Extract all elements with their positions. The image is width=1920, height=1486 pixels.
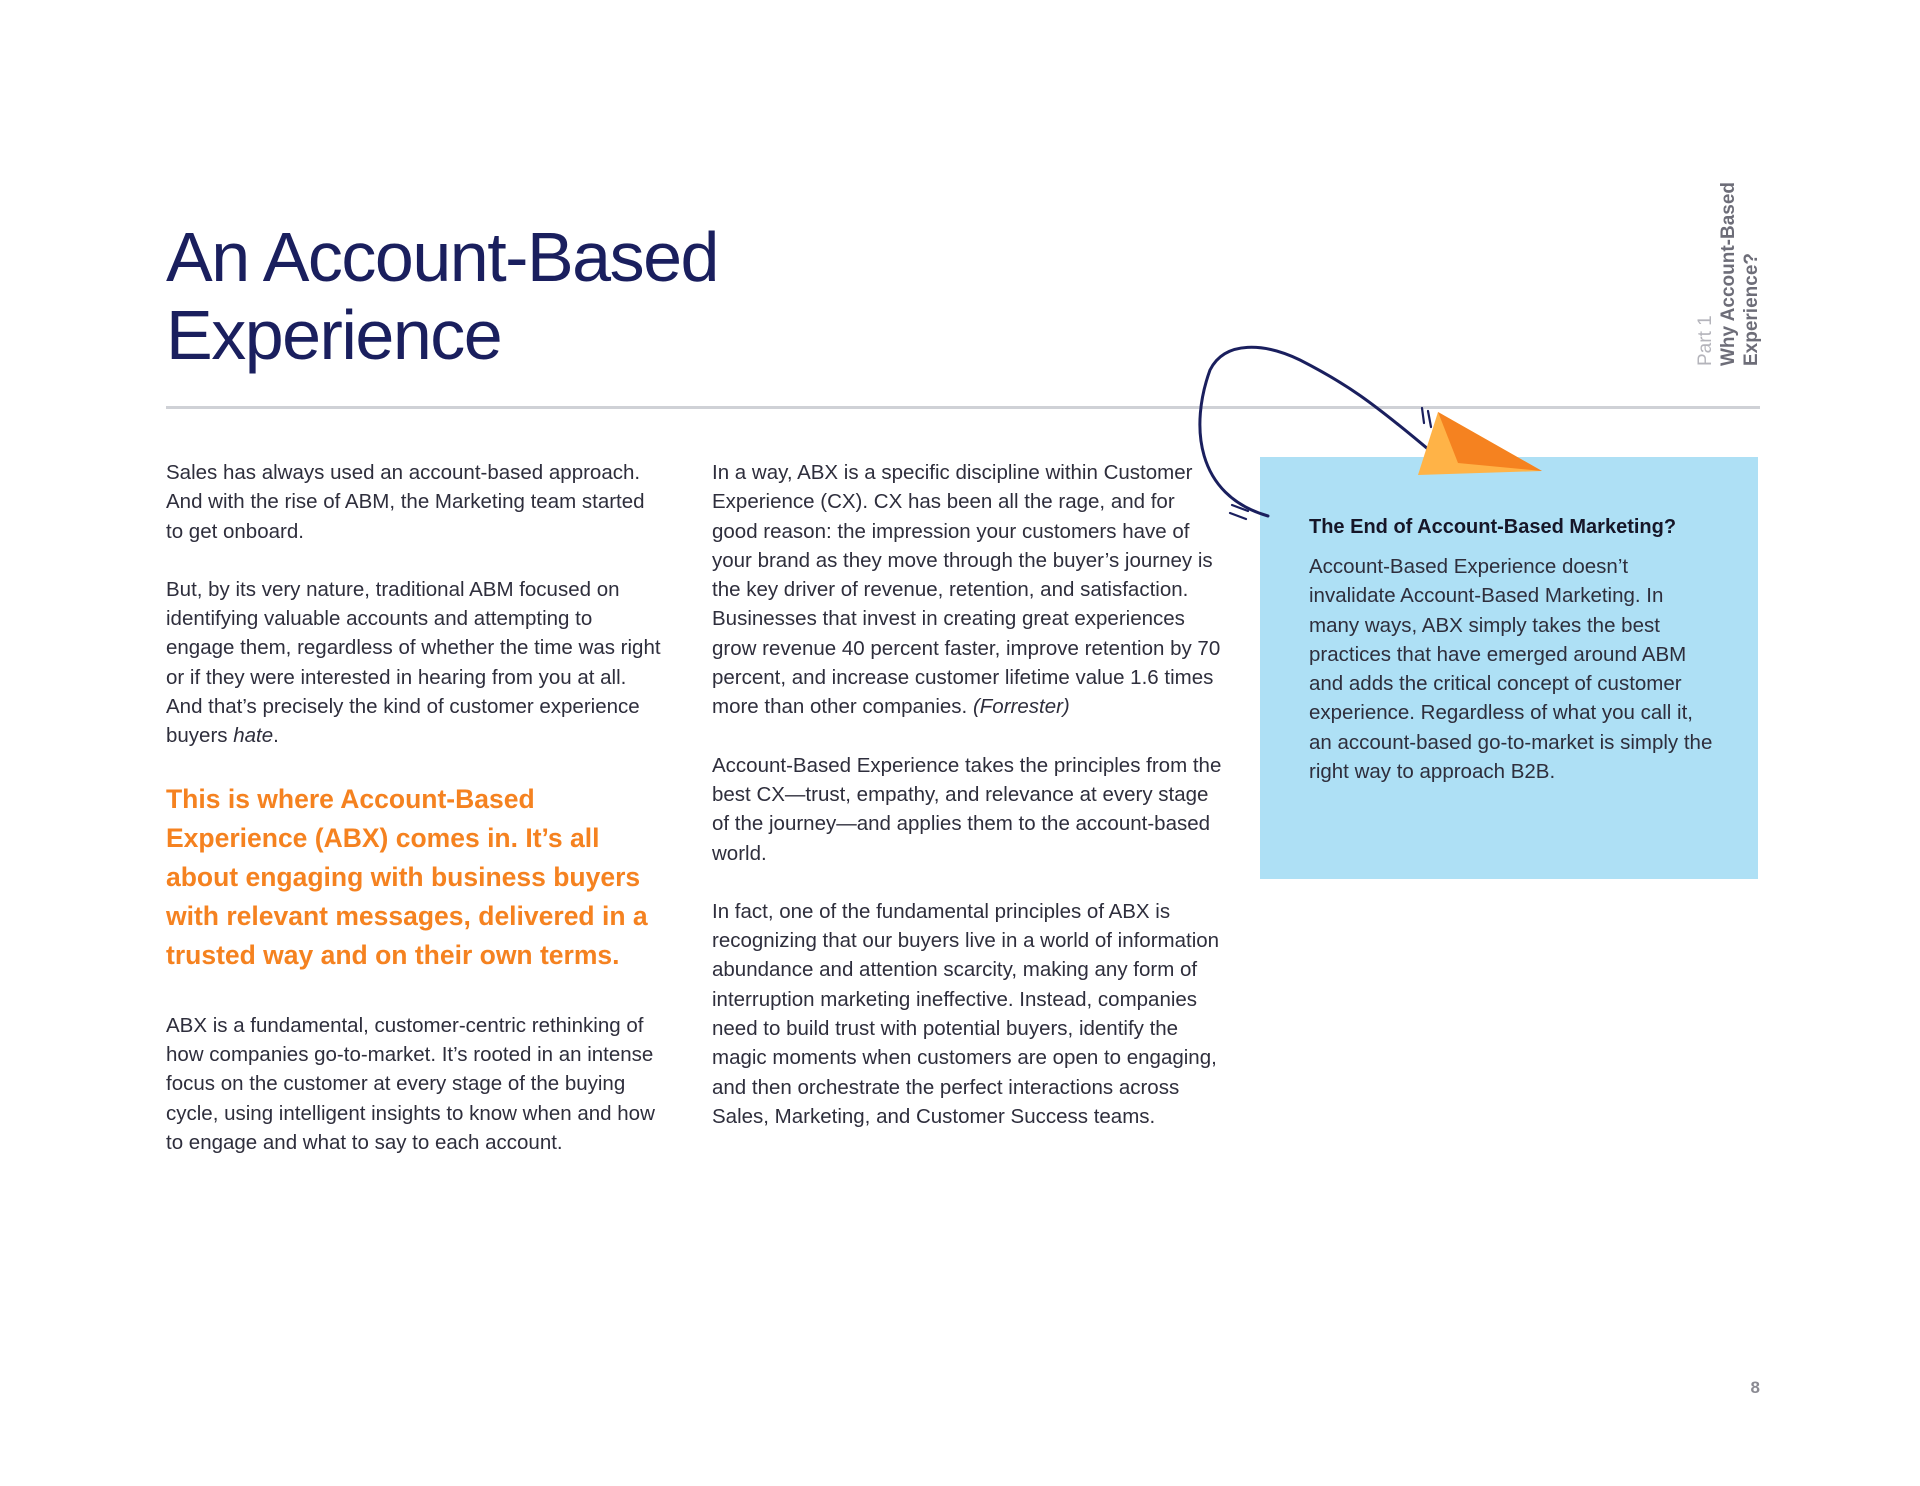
page-number: 8	[1750, 1378, 1760, 1397]
page-title	[166, 218, 718, 374]
paragraph-text: In a way, ABX is a specific discipline within Customer Experience (CX). CX has been all the rage, and for good reason: the impression your customers have of your brand as they move through the buyer’s journey is the key driver of revenue, retention, and satisfaction. Businesses that invest in creating great experiences grow revenue 40 percent faster, improve retention by 70 percent, and increase customer lifetime value 1.6 times more than other companies.	[712, 461, 1221, 719]
section-title-line-1: Why Account-Based	[1718, 181, 1739, 366]
emphasis: hate	[233, 724, 274, 748]
text-column-2	[712, 458, 1222, 1160]
paragraph-text: .	[273, 724, 279, 748]
callout-heading: The End of Account-Based Marketing?	[1309, 516, 1677, 538]
paragraph	[166, 575, 666, 751]
paragraph: Sales has always used an account-based approach. And with the rise of ABM, the Marketing team started to get onboard.	[166, 461, 645, 543]
pull-quote: This is where Account-Based Experience (ABX) comes in. It’s all about engaging with business buyers with relevant messages, delivered in a trusted way and on their own terms.	[166, 783, 648, 970]
paragraph: ABX is a fundamental, customer-centric rethinking of how companies go-to-market. It’s rooted in an intense focus on the customer at every stage of the buying cycle, using intelligent insights to know when and how to engage and what to say to each account.	[166, 1013, 655, 1154]
text-column-1	[166, 458, 666, 1186]
source-citation: (Forrester)	[972, 695, 1070, 719]
section-label	[1694, 176, 1884, 366]
page-title-line-1: An Account-Based	[166, 218, 718, 296]
paragraph	[712, 458, 1222, 722]
page-title-line-2: Experience	[166, 296, 502, 374]
paragraph-text: But, by its very nature, traditional ABM focused on identifying valuable accounts and attempting to engage them, regardless of whether the time was right or if they were interested in hearing from you at all. And that’s precisely the kind of customer experience buyers	[166, 577, 661, 748]
paragraph: In fact, one of the fundamental principles of ABX is recognizing that our buyers live in a world of information abundance and attention scarcity, making any form of interruption marketing ineffective. Instead, companies need to build trust with potential buyers, identify the magic moments when customers are open to engaging, and then orchestrate the perfect interactions across Sales, Marketing, and Customer Success teams.	[712, 899, 1220, 1128]
section-part: Part 1	[1695, 315, 1716, 366]
paper-plane-icon	[1170, 345, 1550, 525]
paragraph: Account-Based Experience takes the principles from the best CX—trust, empathy, and relevance at every stage of the journey—and applies them to the account-based world.	[712, 753, 1222, 865]
section-title-line-2: Experience?	[1741, 253, 1762, 366]
callout-body: Account-Based Experience doesn’t invalidate Account-Based Marketing. In many ways, ABX simply takes the best practices that have emerged around ABM and adds the critical concept of customer experience. Regardless of what you call it, an account-based go-to-market is simply the right way to approach B2B.	[1309, 555, 1713, 784]
